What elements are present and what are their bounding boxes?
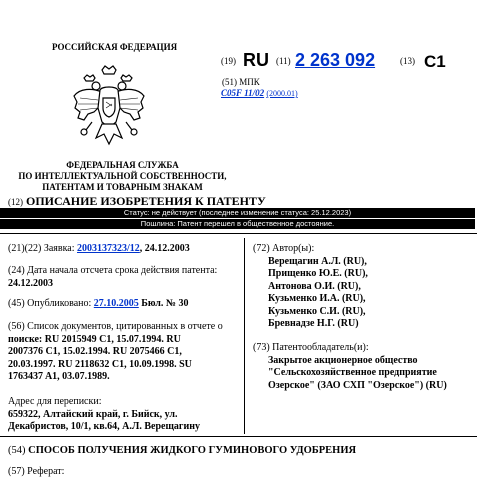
address-line-2: Декабристов, 10/1, кв.64, А.Л. Верещагину [8,421,200,432]
publication-date-link[interactable]: 27.10.2005 [93,298,139,309]
owner-line-3: Озерское" (ЗАО СХП "Озерское") (RU) [268,379,447,391]
term-start-label: (24) Дата начала отсчета срока действия патента: [8,265,218,276]
owner-label: (73) Патентообладатель(и): [253,342,369,353]
doc-type-title: ОПИСАНИЕ ИЗОБРЕТЕНИЯ К ПАТЕНТУ [26,194,266,208]
author-item: Верещагин А.Л. (RU), [268,255,367,267]
title-code: (54) [8,445,26,456]
agency-line-1: ФЕДЕРАЛЬНАЯ СЛУЖБА [66,160,179,170]
author-item: Прищенко Ю.Е. (RU), [268,268,368,279]
cited-label: (56) Список документов, цитированных в отчете о [8,321,223,332]
application-number-link[interactable]: 2003137323/12 [77,243,140,254]
agency-line-3: ПАТЕНТАМ И ТОВАРНЫМ ЗНАКАМ [42,182,203,192]
cited-line-5: 1763437 A1, 03.07.1989. [8,371,110,382]
authors-block [253,243,477,331]
author-item: Бревнадзе Н.Г. (RU) [268,318,359,329]
country-name: РОССИЙСКАЯ ФЕДЕРАЦИЯ [52,42,178,52]
invention-title: СПОСОБ ПОЛУЧЕНИЯ ЖИДКОГО ГУМИНОВОГО УДОБРЕНИЯ [28,445,357,456]
agency-line-2: ПО ИНТЕЛЛЕКТУАЛЬНОЙ СОБСТВЕННОСТИ, [18,171,227,181]
code-13: (13) [400,56,415,66]
authors-label: (72) Автор(ы): [253,243,315,254]
status-bar: Статус: не действует (последнее изменение статуса: 25.12.2023) [0,208,475,218]
ipc-line [221,88,298,98]
author-item: Кузьменко С.И. (RU), [268,305,366,317]
patent-number-link[interactable]: 2 263 092 [295,50,376,70]
address-line-1: 659322, Алтайский край, г. Бийск, ул. [8,408,178,420]
application-field [8,243,190,254]
invention-title-line [8,445,356,456]
application-date: , 24.12.2003 [139,243,190,254]
cited-line-4: 20.03.1997. RU 2118632 C1, 10.09.1998. SU [8,358,192,370]
ipc-label: (51) МПК [222,77,260,87]
author-item: Кузьменко И.А. (RU), [268,293,366,304]
owner-line-1: Закрытое акционерное общество [268,354,418,366]
term-start-field [8,265,244,290]
doc-type-code: (12) [8,197,23,207]
ipc-class-link[interactable]: C05F 11/02 [221,88,265,98]
abstract-label: (57) Реферат: [8,466,65,477]
code-11: (11) [276,56,291,66]
divider-top [0,233,477,234]
cited-line-2: поиске: RU 2015949 C1, 15.07.1994. RU [8,333,181,345]
code-19: (19) [221,56,236,66]
doc-type-line [8,194,266,209]
address-label: Адрес для переписки: [8,396,102,407]
patent-owner-block [253,342,477,392]
divider-bottom [0,436,477,437]
country-code: RU [243,50,269,70]
owner-line-2: "Сельскохозяйственное предприятие [268,367,437,378]
author-item: Антонова О.И. (RU), [268,280,361,292]
ipc-date[interactable]: (2000.01) [266,89,298,98]
application-label: (21)(22) Заявка: [8,243,75,254]
cited-line-3: 2007376 C1, 15.02.1994. RU 2075466 C1, [8,346,182,357]
bulletin-number: Бюл. № 30 [138,298,189,309]
cited-documents [8,321,244,384]
fee-status-bar: Пошлина: Патент перешел в общественное достояние. [0,219,475,229]
column-divider [244,238,245,434]
publication-field [8,298,188,309]
publication-label: (45) Опубликовано: [8,298,92,309]
correspondence-address [8,396,244,434]
term-start-date: 24.12.2003 [8,277,53,289]
agency-name [0,160,245,193]
coat-of-arms-emblem [72,64,146,148]
kind-code: C1 [424,52,446,71]
